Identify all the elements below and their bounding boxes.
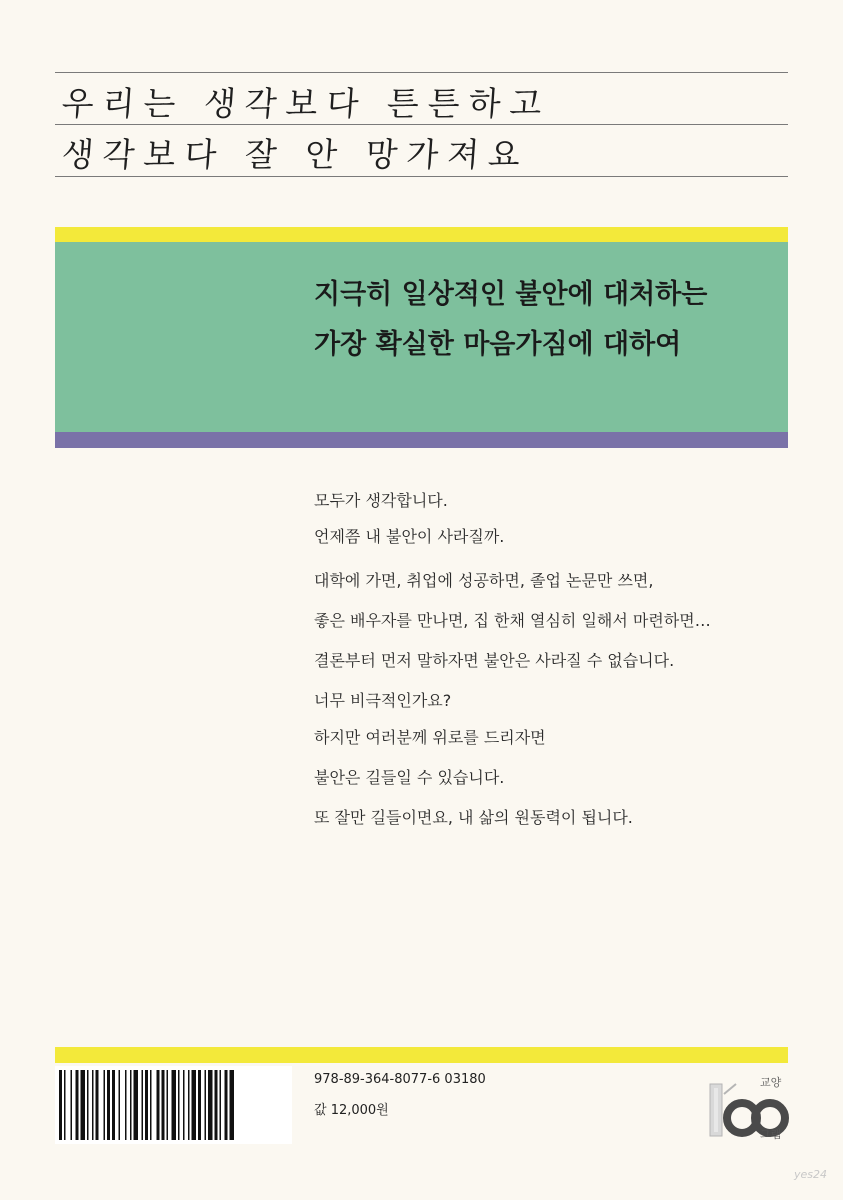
body-line: 결론부터 먼저 말하자면 불안은 사라질 수 없습니다. bbox=[314, 651, 675, 670]
barcode-bar bbox=[145, 1070, 148, 1140]
body-line: 너무 비극적인가요? bbox=[314, 691, 452, 710]
body-line: 하지만 여러분께 위로를 드리자면 bbox=[314, 728, 546, 747]
hand-rule-top bbox=[55, 72, 788, 73]
barcode-bar bbox=[150, 1070, 152, 1140]
barcode-bar bbox=[130, 1070, 132, 1140]
barcode-bar bbox=[192, 1070, 197, 1140]
barcode-bar bbox=[142, 1070, 144, 1140]
barcode-bar bbox=[178, 1070, 180, 1140]
barcode-bar bbox=[188, 1070, 190, 1140]
publisher-logo bbox=[708, 1074, 790, 1140]
yellow-stripe-top bbox=[55, 227, 788, 242]
barcode-graphic bbox=[55, 1066, 292, 1144]
barcode-bar bbox=[172, 1070, 177, 1140]
barcode-bar bbox=[183, 1070, 185, 1140]
logo-top-label: 교양 bbox=[760, 1076, 782, 1089]
barcode-bar bbox=[71, 1070, 73, 1140]
barcode-bar bbox=[208, 1070, 213, 1140]
handwriting-line-1: 우리는 생각보다 튼튼하고 bbox=[60, 84, 552, 123]
headline-line-2: 가장 확실한 마음가짐에 대하여 bbox=[314, 329, 682, 360]
body-line: 대학에 가면, 취업에 성공하면, 졸업 논문만 쓰면, bbox=[314, 571, 654, 590]
barcode-bar bbox=[198, 1070, 201, 1140]
barcode-bar bbox=[81, 1070, 86, 1140]
handwriting-line-2: 생각보다 잘 안 망가져요 bbox=[60, 135, 531, 174]
logo-bottom-label: 그램 bbox=[760, 1128, 782, 1141]
barcode-bar bbox=[230, 1070, 235, 1140]
barcode-bar bbox=[162, 1070, 165, 1140]
purple-stripe bbox=[55, 432, 788, 448]
barcode-bar bbox=[119, 1070, 121, 1140]
yellow-stripe-bottom bbox=[55, 1047, 788, 1063]
barcode-bar bbox=[167, 1070, 169, 1140]
headline-line-1: 지극히 일상적인 불안에 대처하는 bbox=[314, 279, 708, 310]
barcode-bar bbox=[134, 1070, 139, 1140]
barcode-bar bbox=[225, 1070, 228, 1140]
body-line: 불안은 길들일 수 있습니다. bbox=[314, 768, 505, 787]
barcode-bar bbox=[157, 1070, 160, 1140]
barcode-bar bbox=[76, 1070, 79, 1140]
hand-rule-middle bbox=[55, 124, 788, 125]
barcode-bar bbox=[59, 1070, 62, 1140]
barcode-bar bbox=[220, 1070, 222, 1140]
body-line: 언제쯤 내 불안이 사라질까. bbox=[314, 527, 505, 546]
barcode-bar bbox=[104, 1070, 106, 1140]
barcode-bar bbox=[87, 1070, 89, 1140]
body-line: 좋은 배우자를 만나면, 집 한채 열심히 일해서 마련하면… bbox=[314, 611, 711, 630]
barcode-bar bbox=[92, 1070, 94, 1140]
barcode-bar bbox=[215, 1070, 218, 1140]
barcode-bar bbox=[205, 1070, 207, 1140]
barcode-bar bbox=[64, 1070, 66, 1140]
barcode bbox=[55, 1066, 292, 1144]
barcode-bar bbox=[107, 1070, 110, 1140]
isbn-number: 978-89-364-8077-6 03180 bbox=[314, 1072, 486, 1087]
barcode-bar bbox=[96, 1070, 99, 1140]
hand-rule-bottom bbox=[55, 176, 788, 177]
barcode-bar bbox=[112, 1070, 115, 1140]
body-line: 모두가 생각합니다. bbox=[314, 491, 448, 510]
barcode-bar bbox=[125, 1070, 127, 1140]
price: 값 12,000원 bbox=[314, 1103, 389, 1118]
body-line: 또 잘만 길들이면요, 내 삶의 원동력이 됩니다. bbox=[314, 808, 633, 827]
watermark: yes24 bbox=[794, 1168, 828, 1181]
